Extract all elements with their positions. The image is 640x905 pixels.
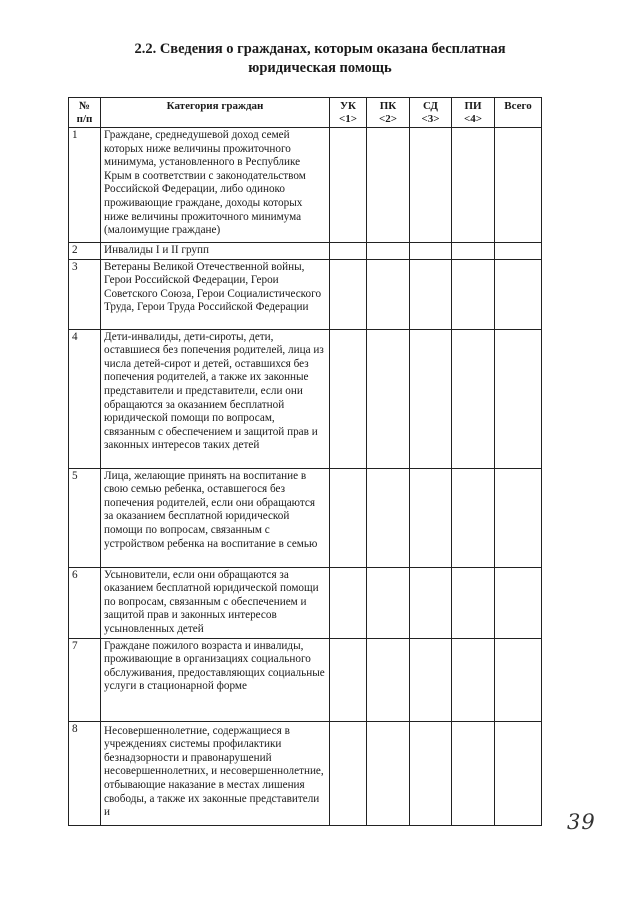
- header-number: [69, 98, 101, 128]
- row-category: Усыновители, если они обращаются за оказанием бесплатной юридической помощи по вопросам, связанным с обеспечением и защитой прав и законных интересов усыновленных детей: [101, 567, 330, 638]
- header-sd-line-1: СД: [423, 100, 438, 112]
- cell-total: [495, 128, 542, 243]
- cell-total: [495, 567, 542, 638]
- cell-sd: [410, 329, 452, 468]
- section-title-line-2: юридическая помощь: [248, 60, 392, 76]
- cell-sd: [410, 243, 452, 260]
- cell-uk: [330, 638, 367, 721]
- row-category: Граждане, среднедушевой доход семей которых ниже величины прожиточного минимума, установленного в Республике Крым в соответствии с законодательством Российской Федерации, либо одиноко проживающие граждане, доходы которых ниже величины прожиточного минимума (малоимущие граждане): [101, 128, 330, 243]
- table-row: [69, 721, 542, 825]
- section-title: [0, 40, 640, 78]
- row-category: Ветераны Великой Отечественной войны, Герои Российской Федерации, Герои Советского Союза, Герои Социалистического Труда, Герои Труда Российской Федерации: [101, 259, 330, 329]
- row-category: Инвалиды I и II групп: [101, 243, 330, 260]
- row-number: 7: [69, 638, 101, 721]
- row-number: 2: [69, 243, 101, 260]
- header-pk-line-1: ПК: [379, 100, 397, 112]
- table-row: [69, 329, 542, 468]
- cell-uk: [330, 128, 367, 243]
- table-row: [69, 128, 542, 243]
- cell-total: [495, 329, 542, 468]
- cell-pk: [367, 243, 410, 260]
- header-number-line-2: п/п: [76, 112, 93, 125]
- cell-pk: [367, 638, 410, 721]
- row-category: Лица, желающие принять на воспитание в свою семью ребенка, оставшегося без попечения родителей, если они обращаются за оказанием бесплатной юридической помощи по вопросам, связанным с устройством ребенка на воспитание в семью: [101, 468, 330, 567]
- header-pi-line-2: <4>: [463, 112, 483, 125]
- row-category: Дети-инвалиды, дети-сироты, дети, оставшиеся без попечения родителей, лица из числа детей-сирот и детей, оставшихся без попечения родителей, а также их законные представители и представители, если они обращаются за оказанием бесплатной юридической помощи по вопросам, связанным с обеспечением и защитой прав и законных интересов таких детей: [101, 329, 330, 468]
- header-number-line-1: №: [78, 100, 91, 112]
- row-number: 3: [69, 259, 101, 329]
- header-uk: [330, 98, 367, 128]
- header-pk-line-2: <2>: [378, 112, 398, 125]
- cell-uk: [330, 243, 367, 260]
- row-number: 8: [69, 721, 101, 825]
- cell-sd: [410, 567, 452, 638]
- cell-pk: [367, 567, 410, 638]
- cell-pi: [452, 567, 495, 638]
- header-category: Категория граждан: [101, 98, 330, 128]
- table-row: [69, 638, 542, 721]
- cell-sd: [410, 638, 452, 721]
- cell-pi: [452, 128, 495, 243]
- header-total: Всего: [495, 98, 542, 128]
- row-category: Несовершеннолетние, содержащиеся в учреждениях системы профилактики безнадзорности и правонарушений несовершеннолетних, и несовершеннолетние, отбывающие наказание в местах лишения свободы, а также их законные представители и: [101, 721, 330, 825]
- cell-pi: [452, 329, 495, 468]
- cell-total: [495, 468, 542, 567]
- header-uk-line-2: <1>: [338, 112, 358, 125]
- cell-pk: [367, 128, 410, 243]
- header-uk-line-1: УК: [339, 100, 357, 112]
- cell-total: [495, 638, 542, 721]
- cell-uk: [330, 468, 367, 567]
- cell-pi: [452, 468, 495, 567]
- table-header-row: [69, 98, 542, 128]
- cell-pk: [367, 329, 410, 468]
- page-number: 39: [567, 810, 596, 834]
- table-row: [69, 259, 542, 329]
- cell-total: [495, 243, 542, 260]
- table-row: [69, 243, 542, 260]
- cell-pk: [367, 468, 410, 567]
- cell-pi: [452, 721, 495, 825]
- cell-sd: [410, 259, 452, 329]
- cell-pk: [367, 259, 410, 329]
- row-number: 6: [69, 567, 101, 638]
- cell-pi: [452, 259, 495, 329]
- row-number: 1: [69, 128, 101, 243]
- cell-uk: [330, 259, 367, 329]
- header-sd-line-2: <3>: [421, 112, 440, 125]
- row-category: Граждане пожилого возраста и инвалиды, проживающие в организациях социального обслуживания, предоставляющих социальные услуги в стационарной форме: [101, 638, 330, 721]
- cell-sd: [410, 721, 452, 825]
- cell-uk: [330, 329, 367, 468]
- cell-pi: [452, 243, 495, 260]
- cell-uk: [330, 567, 367, 638]
- cell-uk: [330, 721, 367, 825]
- header-pi: [452, 98, 495, 128]
- cell-sd: [410, 468, 452, 567]
- cell-total: [495, 721, 542, 825]
- row-number: 4: [69, 329, 101, 468]
- cell-pk: [367, 721, 410, 825]
- table-row: [69, 468, 542, 567]
- cell-pi: [452, 638, 495, 721]
- table-row: [69, 567, 542, 638]
- header-pi-line-1: ПИ: [464, 100, 482, 112]
- section-title-line-1: 2.2. Сведения о гражданах, которым оказана бесплатная: [134, 41, 506, 57]
- citizens-table: [68, 97, 542, 826]
- cell-sd: [410, 128, 452, 243]
- header-sd: [410, 98, 452, 128]
- header-pk: [367, 98, 410, 128]
- cell-total: [495, 259, 542, 329]
- row-number: 5: [69, 468, 101, 567]
